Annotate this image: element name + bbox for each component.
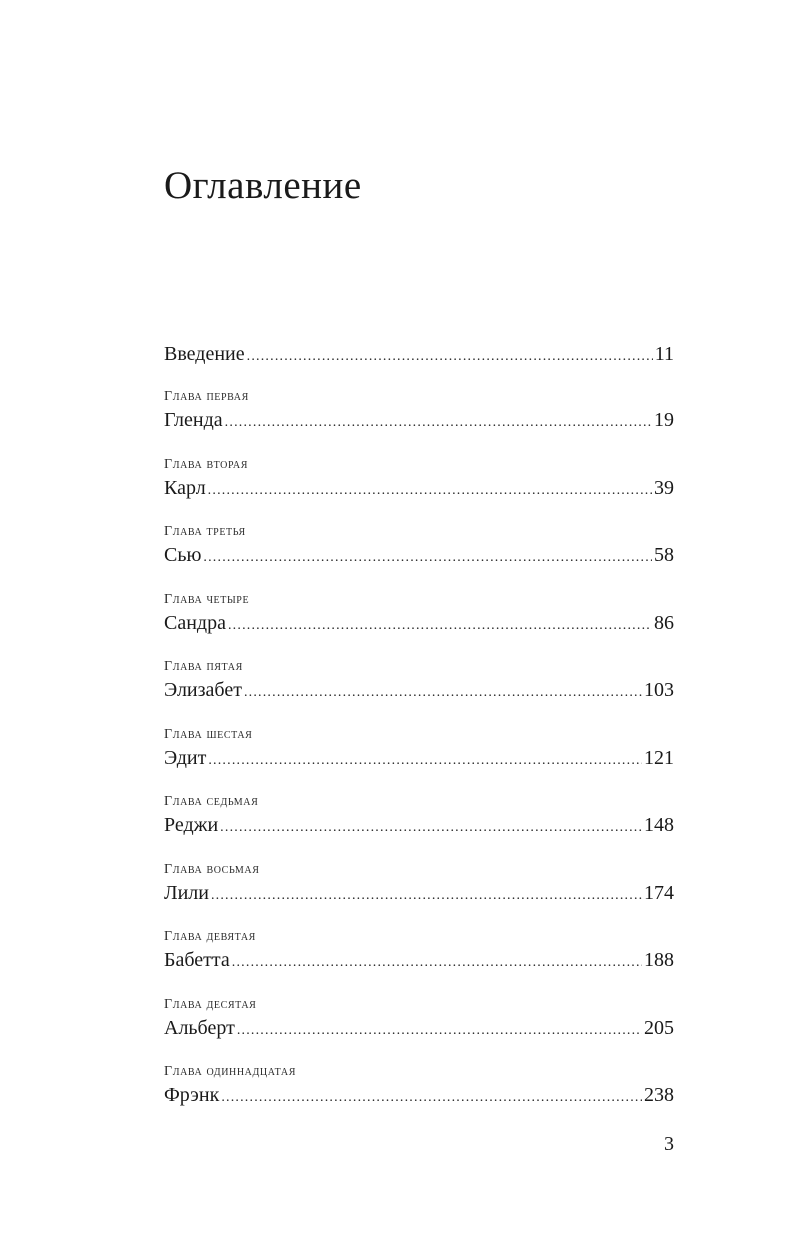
toc-entry-title: Гленда [164,409,223,431]
dot-leader [221,1084,642,1112]
toc-entry-page: 11 [654,343,674,365]
dot-leader [208,747,642,775]
chapter-label: Глава третья [164,524,246,539]
toc-entry-chapter-3[interactable] [164,541,674,569]
dot-leader [211,882,642,910]
toc-entry-page: 174 [644,882,674,904]
toc-entry-page: 148 [644,814,674,836]
toc-entry-introduction[interactable] [164,340,674,368]
dot-leader [232,949,642,977]
toc-entry-title: Лили [164,882,209,904]
toc-entry-chapter-11[interactable] [164,1081,674,1109]
page-title: Оглавление [164,164,362,207]
toc-entry-title: Реджи [164,814,219,836]
toc-entry-title: Карл [164,477,206,499]
toc-entry-page: 238 [644,1084,674,1106]
toc-entry-page: 39 [654,477,674,499]
toc-entry-page: 19 [654,409,674,431]
chapter-label: Глава пятая [164,659,243,674]
toc-entry-chapter-5[interactable] [164,676,674,704]
chapter-label: Глава восьмая [164,862,260,877]
chapter-label: Глава седьмая [164,794,259,809]
chapter-label: Глава первая [164,389,249,404]
chapter-label: Глава девятая [164,929,256,944]
toc-entry-title: Элизабет [164,679,242,701]
toc-entry-page: 103 [644,679,674,701]
toc-entry-chapter-7[interactable] [164,811,674,839]
toc-entry-page: 121 [644,747,674,769]
toc-entry-chapter-2[interactable] [164,474,674,502]
dot-leader [237,1017,642,1045]
toc-entry-page: 58 [654,544,674,566]
dot-leader [203,544,652,572]
page-number: 3 [664,1133,674,1155]
chapter-label: Глава вторая [164,457,248,472]
toc-entry-chapter-4[interactable] [164,609,674,637]
toc-entry-page: 188 [644,949,674,971]
dot-leader [228,612,652,640]
chapter-label: Глава шестая [164,727,253,742]
toc-entry-title: Введение [164,343,245,365]
toc-entry-title: Эдит [164,747,207,769]
toc-entry-chapter-6[interactable] [164,744,674,772]
dot-leader [244,679,642,707]
dot-leader [220,814,642,842]
toc-entry-chapter-9[interactable] [164,946,674,974]
dot-leader [225,409,652,437]
toc-entry-chapter-1[interactable] [164,406,674,434]
table-of-contents [164,0,674,1258]
toc-entry-chapter-8[interactable] [164,879,674,907]
toc-entry-title: Фрэнк [164,1084,220,1106]
toc-entry-page: 205 [644,1017,674,1039]
toc-entry-title: Альберт [164,1017,235,1039]
toc-entry-page: 86 [654,612,674,634]
dot-leader [208,477,652,505]
toc-entry-chapter-10[interactable] [164,1014,674,1042]
chapter-label: Глава десятая [164,997,257,1012]
toc-entry-title: Бабетта [164,949,230,971]
dot-leader [247,343,653,371]
chapter-label: Глава четыре [164,592,250,607]
chapter-label: Глава одиннадцатая [164,1064,296,1079]
toc-entry-title: Сандра [164,612,226,634]
toc-entry-title: Сью [164,544,202,566]
